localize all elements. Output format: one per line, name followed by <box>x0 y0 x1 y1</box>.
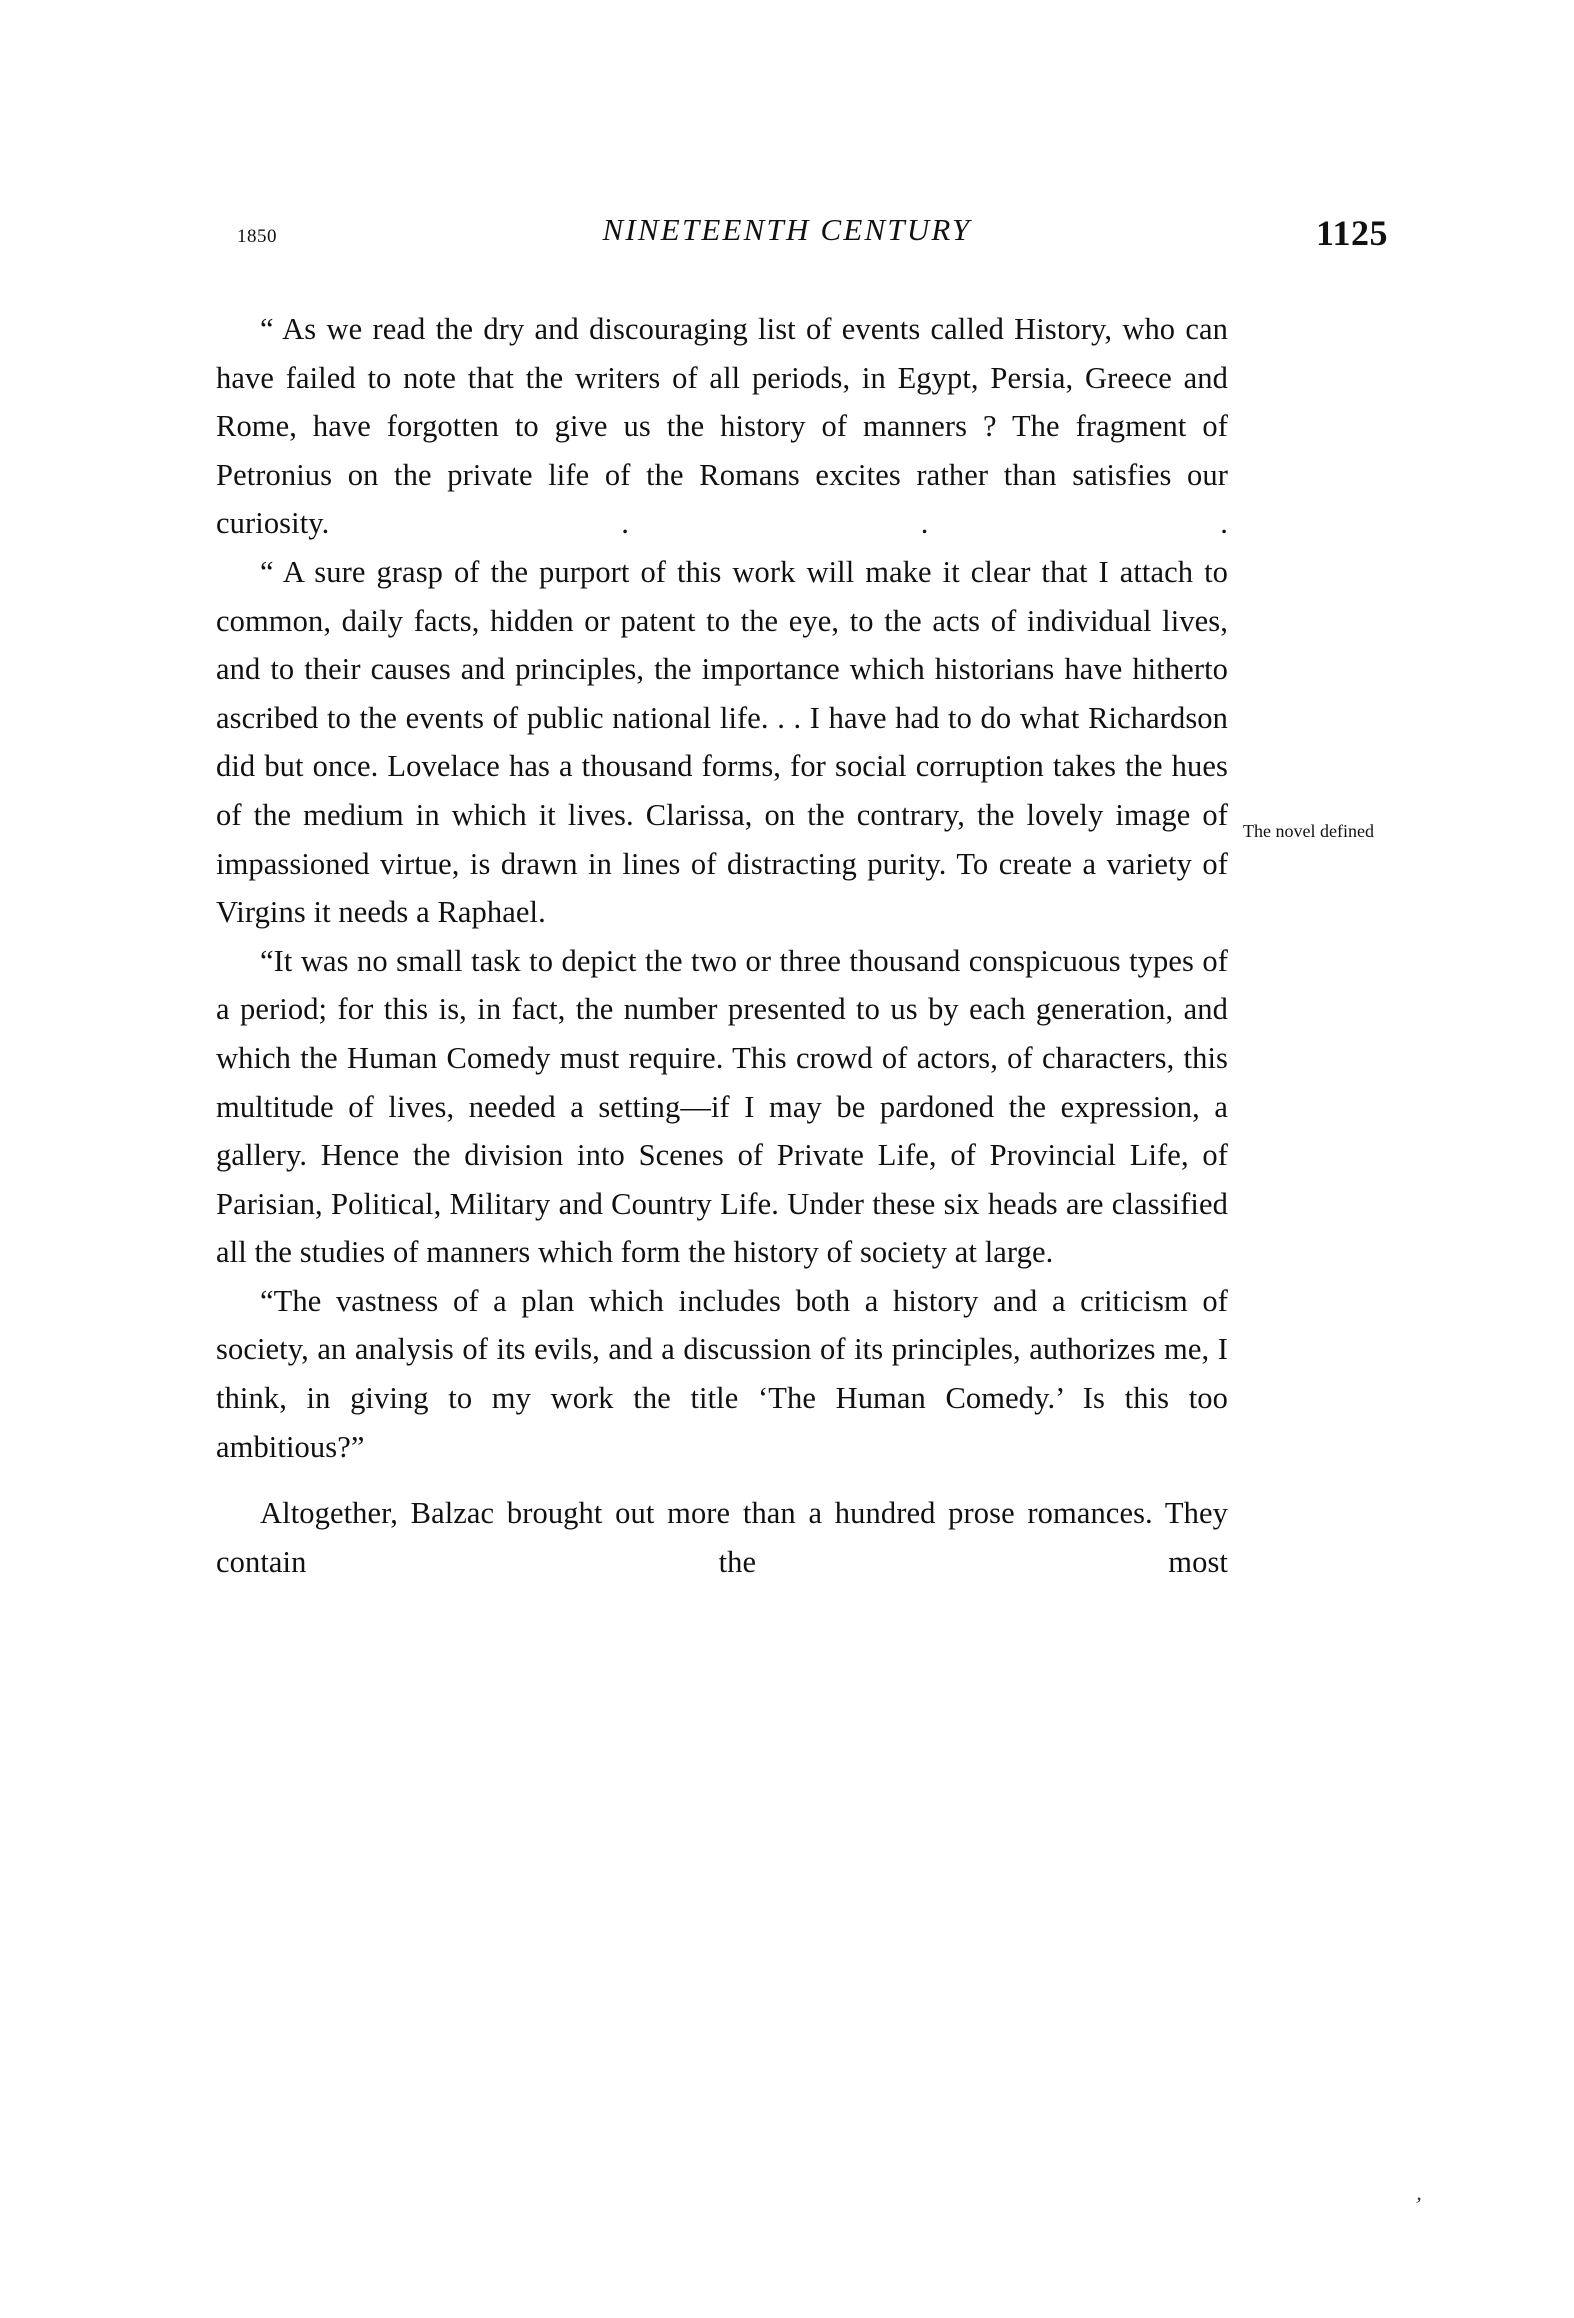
page-number: 1125 <box>1315 213 1388 253</box>
paragraph: “ As we read the dry and discouraging list of events called History, who can have failed to note that the writers of all periods, in Egypt, Persia, Greece and Rome, have forgotten to give us the history of manners ? The fragment of Petronius on the private life of the Romans excites rather than satisfies our curiosity. . . . <box>216 312 1228 541</box>
marginal-note: The novel defined <box>1243 821 1374 841</box>
paragraph: “ A sure grasp of the purport of this work will make it clear that I attach to common, daily facts, hidden or patent to the eye, to the acts of individual lives, and to their causes and principles, the importance which historians have hitherto ascribed to the events of public national life. . . I have had to do what Richardson did but once. Lovelace has a thousand forms, for social corruption takes the hues of the medium in which it lives. Clarissa, on the contrary, the lovely image of impassioned virtue, is drawn in lines of distracting purity. To create a variety of Virgins it needs a Raphael. <box>216 554 1228 930</box>
paragraph: Altogether, Balzac brought out more than a hundred prose romances. They contain the most <box>216 1496 1228 1579</box>
stray-ink-mark: ’ <box>1411 2191 1424 2218</box>
paragraph: “It was no small task to depict the two or three thousand conspicuous types of a period; for this is, in fact, the number presented to us by each generation, and which the Human Comedy must require. This crowd of actors, of characters, this multitude of lives, needed a setting—if I may be pardoned the expression, a gallery. Hence the division into Scenes of Private Life, of Provincial Life, of Parisian, Political, Military and Country Life. Under these six heads are classified all the studies of manners which form the history of society at large. <box>216 943 1228 1270</box>
year-marker: 1850 <box>237 226 277 247</box>
body-text <box>216 305 1228 1586</box>
paragraph: “The vastness of a plan which includes both a history and a criticism of society, an analysis of its evils, and a discussion of its principles, authorizes me, I think, in giving to my work the title ‘The Human Comedy.’ Is this too ambitious?” <box>216 1283 1228 1464</box>
page-header-title: NINETEENTH CENTURY <box>602 212 972 247</box>
running-head <box>0 212 1574 252</box>
